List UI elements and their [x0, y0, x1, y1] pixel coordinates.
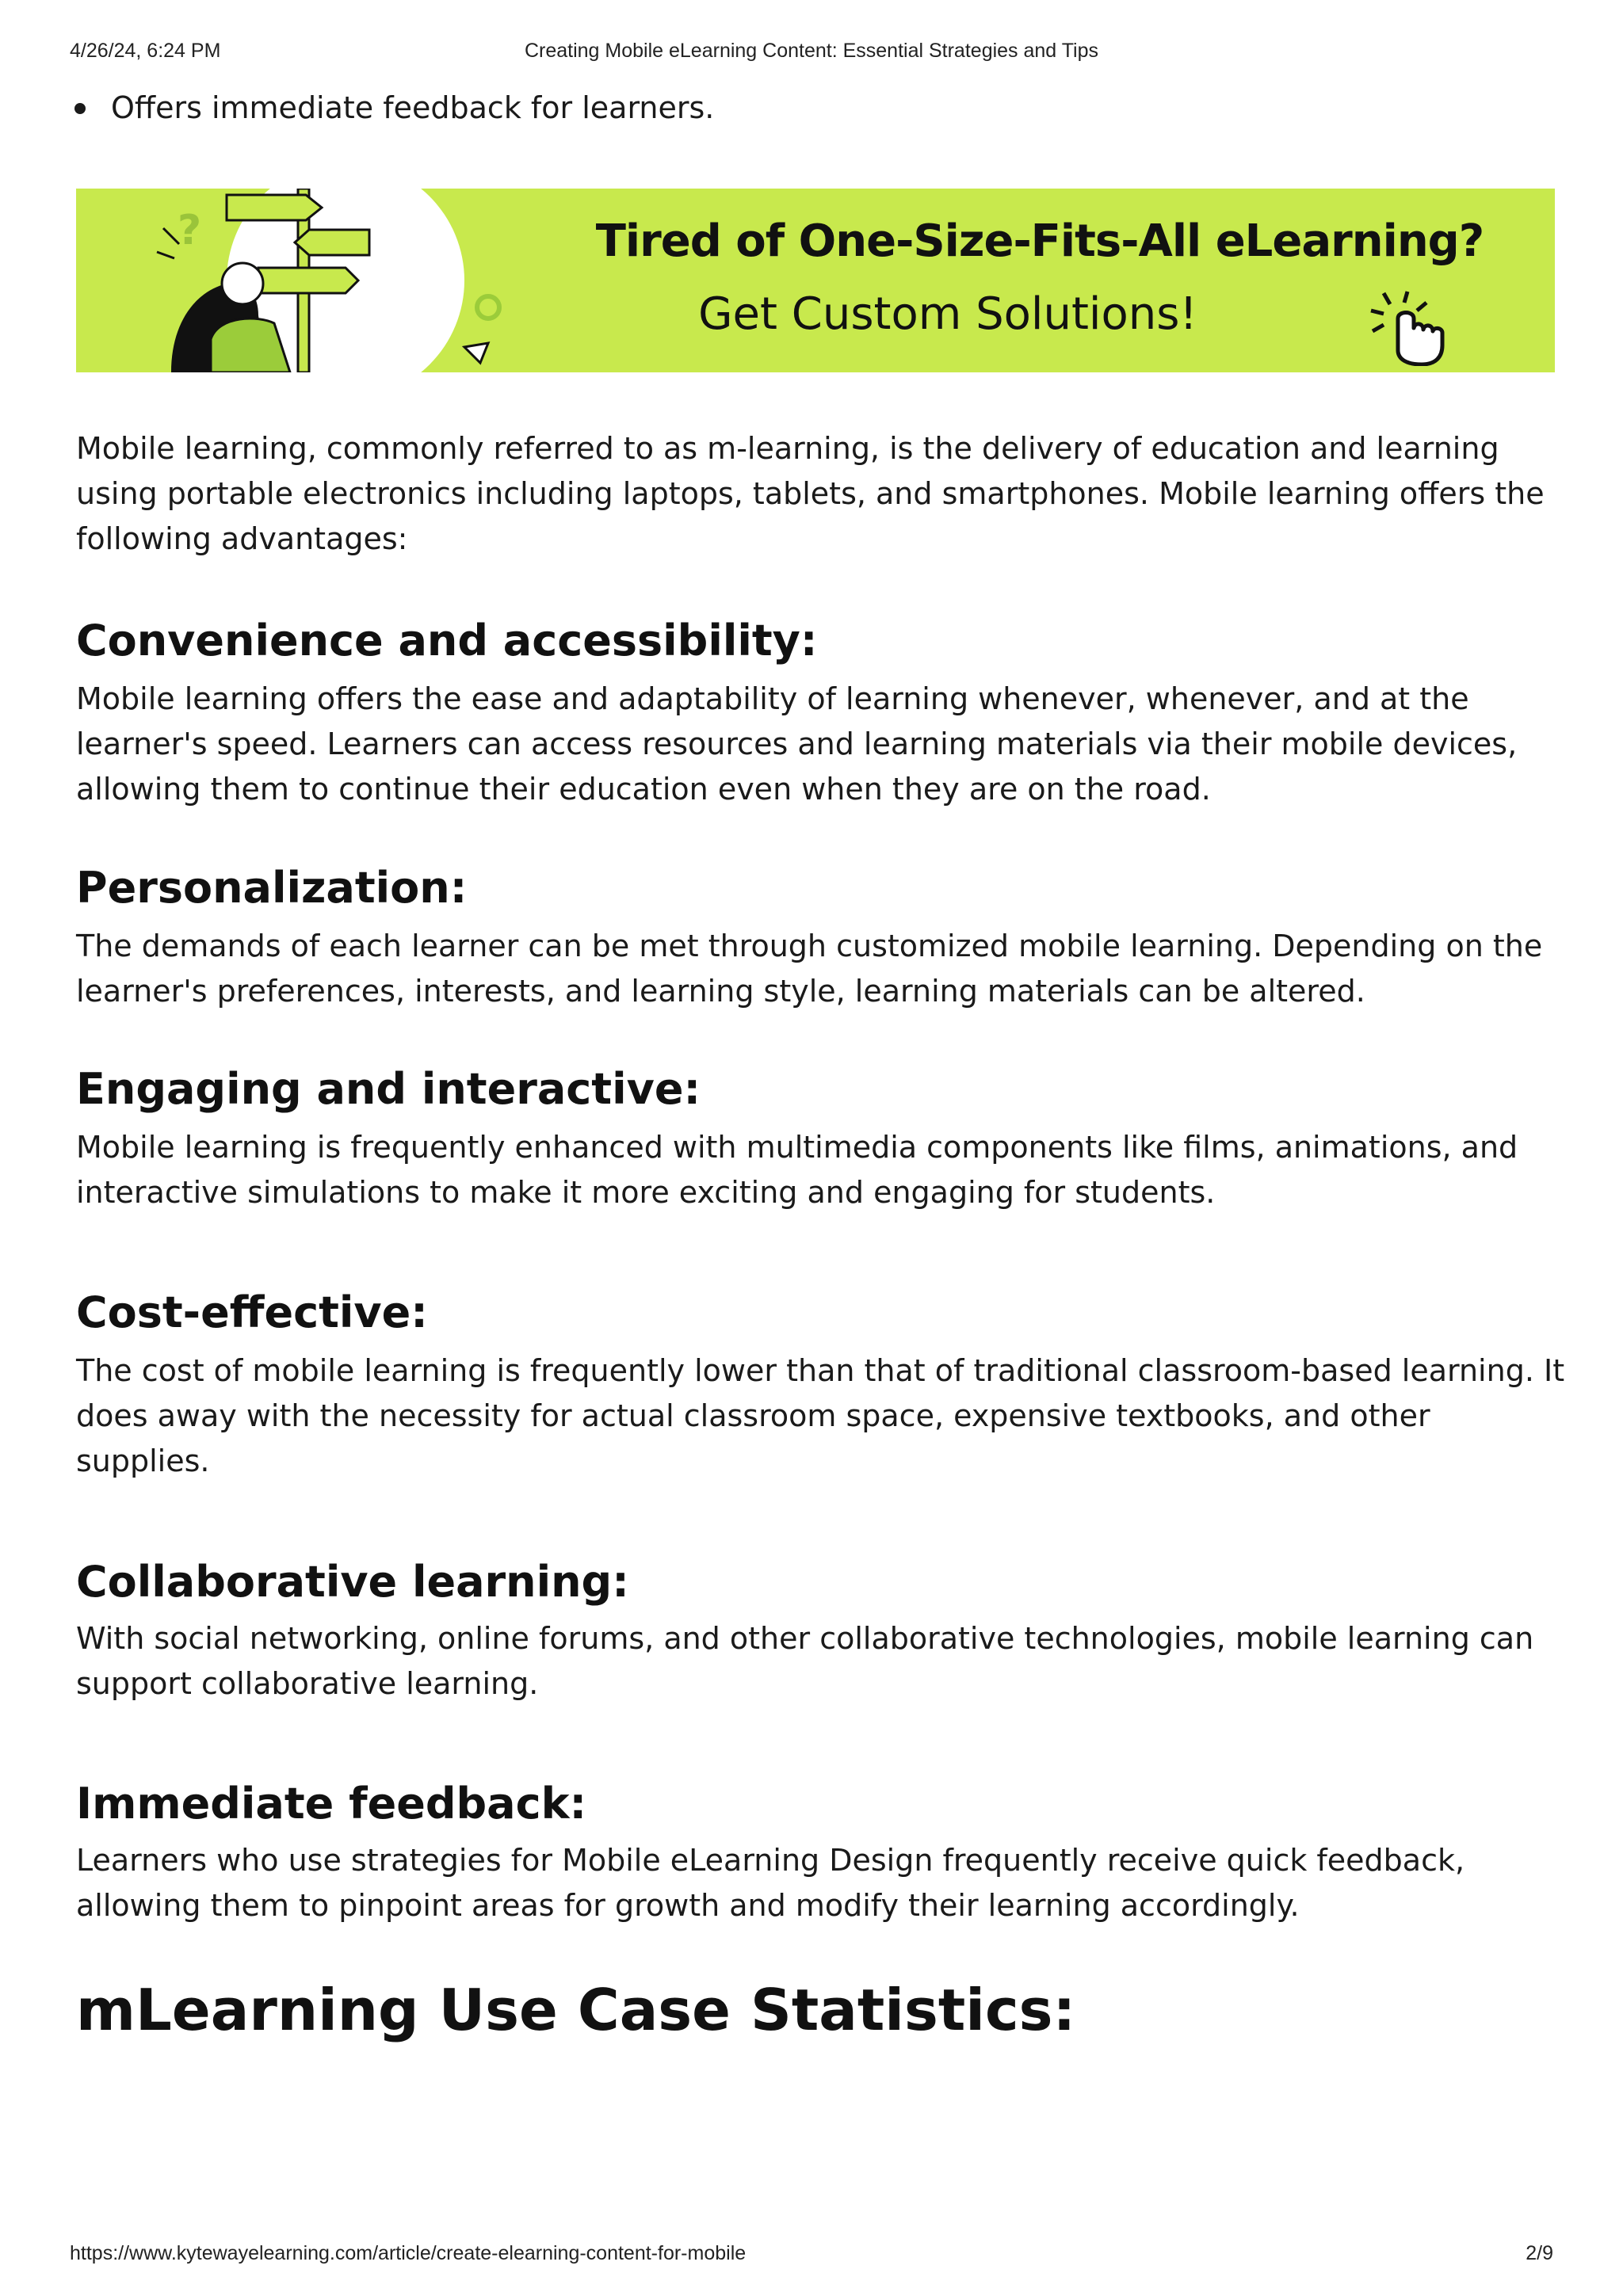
section-body: Mobile learning offers the ease and adaptability of learning whenever, whenever, and at the learner's speed. Learners can access resources and learning materials via their mobile devices, allowing them to continue their education even when they are on the road. [76, 681, 1518, 807]
banner-title: Tired of One-Size-Fits-All eLearning? [595, 215, 1484, 267]
section-body: With social networking, online forums, and other collaborative technologies, mobile learning can support collaborative learning. [76, 1621, 1534, 1701]
section-heading: Cost-effective: [76, 1287, 428, 1337]
section-body: Learners who use strategies for Mobile eLearning Design frequently receive quick feedback, allowing them to pinpoint areas for growth and modify their learning accordingly. [76, 1843, 1465, 1923]
promo-banner[interactable] [76, 189, 1555, 372]
page-url[interactable]: https://www.kytewayelearning.com/article/create-elearning-content-for-mobile [70, 2242, 747, 2264]
intro-paragraph: Mobile learning, commonly referred to as m-learning, is the delivery of education and learning using portable electronics including laptops, tablets, and smartphones. Mobile learning offers the following advantages: [76, 431, 1545, 556]
section-heading: Engaging and interactive: [76, 1064, 701, 1114]
svg-text:?: ? [178, 207, 202, 254]
print-datetime: 4/26/24, 6:24 PM [70, 40, 221, 62]
signpost-illustration [139, 189, 552, 372]
bullet-item [111, 87, 714, 128]
print-footer [0, 2242, 1623, 2267]
print-header [0, 40, 1623, 65]
section-heading: Immediate feedback: [76, 1779, 587, 1829]
banner-subtitle: Get Custom Solutions! [698, 288, 1197, 340]
stats-heading: mLearning Use Case Statistics: [76, 1977, 1076, 2043]
section-body: The demands of each learner can be met through customized mobile learning. Depending on the learner's preferences, interests, and learning style, learning materials can be altered. [76, 929, 1543, 1009]
bullet-text: Offers immediate feedback for learners. [111, 90, 715, 125]
click-hand-icon [1366, 287, 1453, 366]
bullet-dot [74, 103, 86, 114]
section-heading: Collaborative learning: [76, 1557, 629, 1607]
print-page-title: Creating Mobile eLearning Content: Essential Strategies and Tips [524, 40, 1099, 62]
section-body: The cost of mobile learning is frequently lower than that of traditional classroom-based learning. It does away with the necessity for actual classroom space, expensive textbooks, and other supplies. [76, 1353, 1565, 1478]
section-body: Mobile learning is frequently enhanced with multimedia components like films, animations, and interactive simulations to make it more exciting and engaging for students. [76, 1130, 1518, 1210]
section-heading: Personalization: [76, 863, 468, 913]
section-heading: Convenience and accessibility: [76, 616, 818, 666]
page-number: 2/9 [1526, 2242, 1553, 2264]
